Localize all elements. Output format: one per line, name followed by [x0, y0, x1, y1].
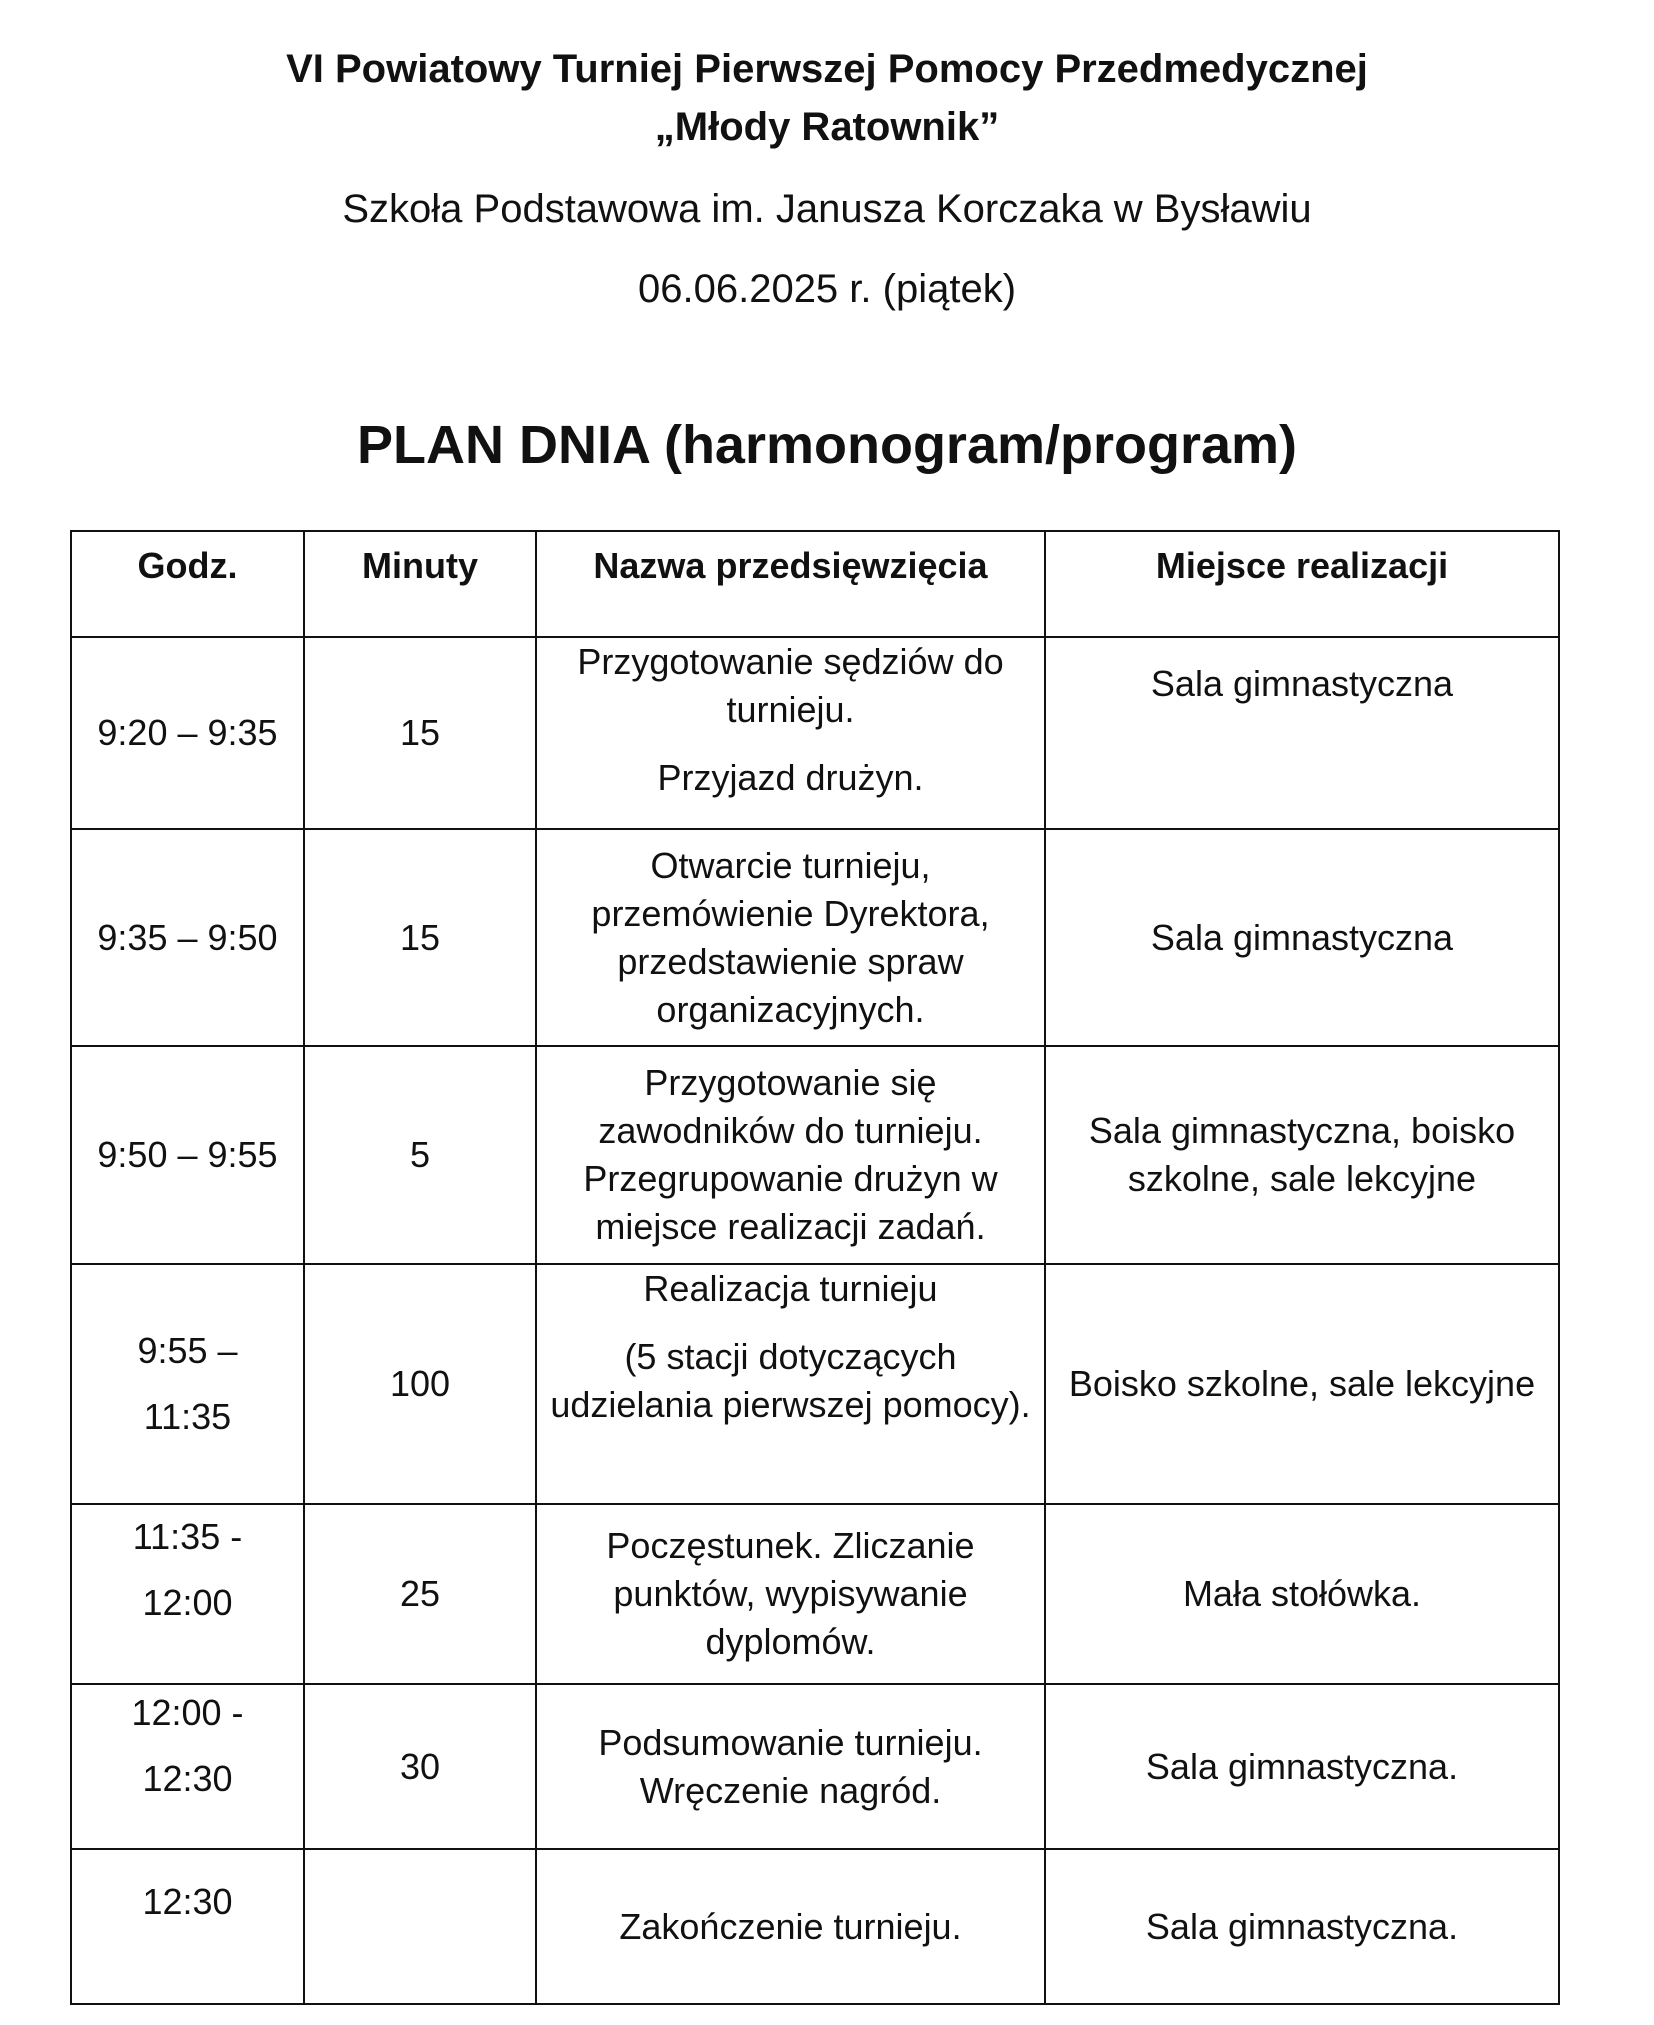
table-row	[71, 637, 1559, 829]
event-text: (5 stacji dotyczących udzielania pierwszej pomocy).	[550, 1336, 1031, 1425]
event-cell	[536, 1264, 1045, 1504]
place-cell	[1045, 1046, 1559, 1264]
place-text: Sala gimnastyczna	[1150, 663, 1454, 704]
title-line-1: VI Powiatowy Turniej Pierwszej Pomocy Przedmedycznej	[286, 47, 1368, 91]
place-cell	[1045, 1264, 1559, 1504]
place-text: Sala gimnastyczna.	[1145, 1905, 1459, 1947]
place-text: Sala gimnastyczna	[1150, 916, 1454, 958]
time-text: 12:30	[142, 1758, 233, 1799]
time-text: 11:35	[143, 1396, 232, 1437]
time-cell	[71, 637, 304, 829]
event-cell	[536, 1684, 1045, 1849]
plan-title: PLAN DNIA (harmonogram/program)	[356, 415, 1298, 475]
table-row	[71, 829, 1559, 1046]
schedule-table	[70, 530, 1560, 2005]
place-text: Sala gimnastyczna, boisko szkolne, sale lekcyjne	[1088, 1110, 1516, 1199]
place-text: Mała stołówka.	[1182, 1573, 1422, 1614]
event-cell	[536, 829, 1045, 1046]
table-row	[71, 1849, 1559, 2004]
event-text: Realizacja turnieju	[643, 1268, 938, 1309]
event-text: Przygotowanie sędziów do turnieju.	[577, 641, 1004, 730]
place-text: Sala gimnastyczna.	[1145, 1745, 1459, 1787]
minutes-cell: 5	[304, 1046, 536, 1264]
place-text: Boisko szkolne, sale lekcyjne	[1068, 1363, 1536, 1404]
time-text: 9:35 – 9:50	[97, 916, 278, 958]
minutes-cell: 25	[304, 1504, 536, 1684]
minutes-cell	[304, 1849, 536, 2004]
minutes-cell: 15	[304, 637, 536, 829]
table-row	[71, 1504, 1559, 1684]
time-cell	[71, 1849, 304, 2004]
column-header-place: Miejsce realizacji	[1045, 531, 1559, 637]
time-cell	[71, 1504, 304, 1684]
event-cell	[536, 1046, 1045, 1264]
place-cell	[1045, 829, 1559, 1046]
event-text: Otwarcie turnieju, przemówienie Dyrektora, przedstawienie spraw organizacyjnych.	[591, 844, 990, 1030]
event-cell	[536, 1849, 1045, 2004]
time-text: 9:55 –	[137, 1330, 238, 1371]
event-cell	[536, 1504, 1045, 1684]
document-title	[0, 40, 1654, 156]
time-text: 9:50 – 9:55	[97, 1134, 278, 1175]
event-cell	[536, 637, 1045, 829]
event-text: Zakończenie turnieju.	[619, 1905, 962, 1947]
column-header-event: Nazwa przedsięwzięcia	[536, 531, 1045, 637]
place-cell	[1045, 1849, 1559, 2004]
time-text: 12:00 -	[131, 1692, 244, 1733]
table-header-row	[71, 531, 1559, 637]
column-header-time: Godz.	[71, 531, 304, 637]
time-text: 11:35 -	[132, 1516, 243, 1557]
event-text: Przygotowanie się zawodników do turnieju. Przegrupowanie drużyn w miejsce realizacji zadań.	[583, 1062, 998, 1247]
time-cell	[71, 1684, 304, 1849]
time-text: 9:20 – 9:35	[97, 712, 278, 753]
time-text: 12:00	[142, 1582, 233, 1623]
school-name: Szkoła Podstawowa im. Janusza Korczaka w Bysławiu	[342, 187, 1312, 231]
time-cell	[71, 1046, 304, 1264]
event-text: Poczęstunek. Zliczanie punktów, wypisywanie dyplomów.	[606, 1525, 975, 1662]
minutes-cell: 15	[304, 829, 536, 1046]
place-cell	[1045, 637, 1559, 829]
time-text: 12:30	[142, 1881, 233, 1922]
place-cell	[1045, 1504, 1559, 1684]
event-date: 06.06.2025 r. (piątek)	[637, 267, 1017, 311]
event-text: Podsumowanie turnieju. Wręczenie nagród.	[598, 1721, 983, 1811]
minutes-cell: 100	[304, 1264, 536, 1504]
event-text: Przyjazd drużyn.	[657, 757, 924, 798]
title-line-2: „Młody Ratownik”	[654, 105, 1000, 149]
place-cell	[1045, 1684, 1559, 1849]
time-cell	[71, 829, 304, 1046]
time-cell	[71, 1264, 304, 1504]
column-header-minutes: Minuty	[304, 531, 536, 637]
table-row	[71, 1046, 1559, 1264]
minutes-cell: 30	[304, 1684, 536, 1849]
table-row	[71, 1264, 1559, 1504]
table-row	[71, 1684, 1559, 1849]
